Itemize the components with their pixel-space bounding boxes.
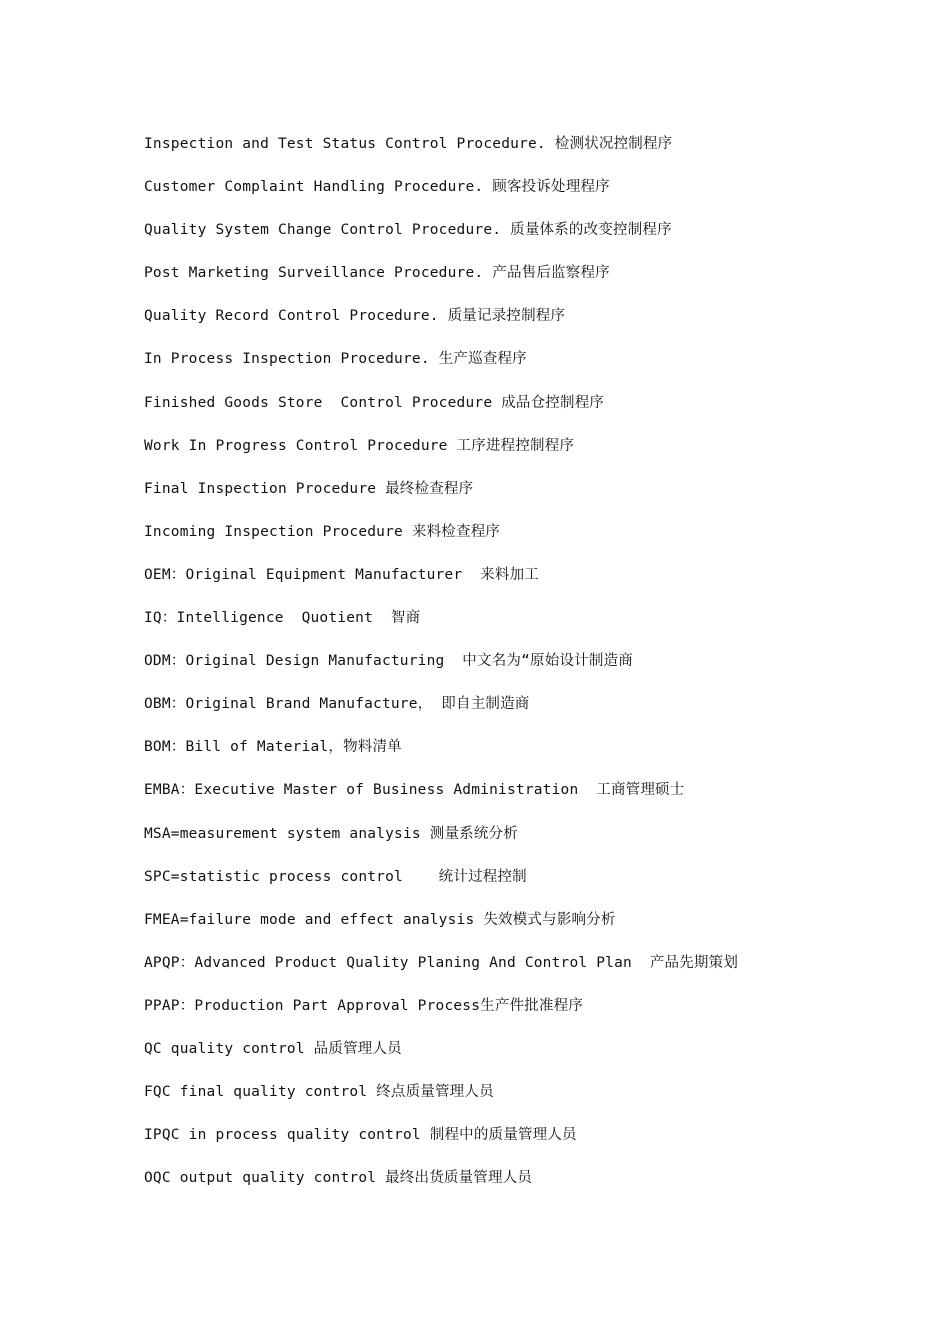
glossary-line: ODM：Original Design Manufacturing 中文名为“原始设计制造商 (144, 653, 633, 670)
glossary-line: Finished Goods Store Control Procedure 成品仓控制程序 (144, 394, 605, 411)
glossary-line: OQC output quality control 最终出货质量管理人员 (144, 1170, 533, 1187)
glossary-line: Quality System Change Control Procedure. 质量体系的改变控制程序 (144, 222, 672, 239)
glossary-line: Quality Record Control Procedure. 质量记录控制程序 (144, 308, 566, 325)
glossary-line: Inspection and Test Status Control Procedure. 检测状况控制程序 (144, 136, 673, 152)
glossary-line: IPQC in process quality control 制程中的质量管理人员 (144, 1127, 577, 1144)
glossary-line: FQC final quality control 终点质量管理人员 (144, 1084, 494, 1101)
glossary-line: Customer Complaint Handling Procedure. 顾客投诉处理程序 (144, 179, 610, 196)
glossary-line: BOM：Bill of Material，物料清单 (144, 739, 402, 756)
glossary-list (144, 131, 904, 1208)
glossary-line: MSA=measurement system analysis 测量系统分析 (144, 825, 518, 842)
glossary-line: In Process Inspection Procedure. 生产巡查程序 (144, 351, 527, 368)
glossary-line: IQ：Intelligence Quotient 智商 (144, 610, 421, 627)
glossary-line: PPAP：Production Part Approval Process生产件批准程序 (144, 997, 584, 1014)
glossary-line: Final Inspection Procedure 最终检查程序 (144, 480, 474, 497)
glossary-line: QC quality control 品质管理人员 (144, 1040, 402, 1057)
glossary-line: Post Marketing Surveillance Procedure. 产品售后监察程序 (144, 265, 610, 282)
glossary-line: OBM：Original Brand Manufacture， 即自主制造商 (144, 696, 530, 713)
glossary-line: SPC=statistic process control 统计过程控制 (144, 868, 527, 885)
glossary-line: APQP：Advanced Product Quality Planing And Control Plan 产品先期策划 (144, 954, 739, 971)
glossary-line: EMBA：Executive Master of Business Administration 工商管理硕士 (144, 782, 685, 799)
glossary-line: Work In Progress Control Procedure 工序进程控制程序 (144, 437, 575, 454)
glossary-line: FMEA=failure mode and effect analysis 失效模式与影响分析 (144, 911, 616, 928)
glossary-line: OEM：Original Equipment Manufacturer 来料加工 (144, 566, 539, 583)
glossary-line: Incoming Inspection Procedure 来料检查程序 (144, 523, 501, 540)
